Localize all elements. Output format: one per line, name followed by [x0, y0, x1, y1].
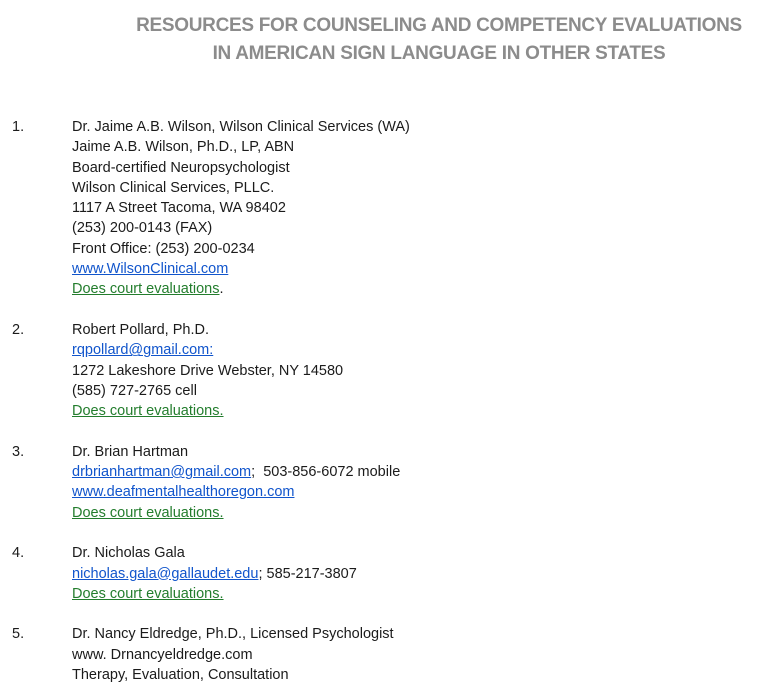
email-link[interactable]: drbrianhartman@gmail.com: [72, 464, 252, 481]
court-evaluations-link[interactable]: Does court evaluations: [72, 281, 220, 298]
list-item: [0, 624, 757, 685]
item-number: 4.: [12, 545, 25, 562]
text-segment: 1117 A Street Tacoma, WA 98402: [72, 200, 286, 217]
text-segment: Dr. Jaime A.B. Wilson, Wilson Clinical Services (WA): [72, 119, 410, 135]
item-line: [72, 462, 737, 482]
text-segment: (585) 727-2765 cell: [72, 382, 197, 399]
title-line-2: IN AMERICAN SIGN LANGUAGE IN OTHER STATES: [212, 43, 666, 64]
item-line: [72, 361, 737, 381]
item-line: [72, 564, 737, 584]
text-segment: Jaime A.B. Wilson, Ph.D., LP, ABN: [72, 139, 295, 156]
item-line: [72, 218, 737, 238]
resource-list: [0, 117, 757, 685]
text-segment: Robert Pollard, Ph.D.: [72, 321, 210, 338]
item-content: [72, 624, 737, 685]
item-line: [72, 381, 737, 401]
document-page: [0, 12, 757, 685]
item-line: [72, 442, 737, 462]
item-line: [72, 340, 737, 360]
email-link[interactable]: nicholas.gala@gallaudet.edu: [72, 565, 259, 582]
item-line: [72, 239, 737, 259]
list-item: [0, 320, 757, 421]
document-title: [121, 12, 757, 68]
item-content: [72, 117, 737, 300]
list-item: [0, 117, 757, 300]
court-evaluations-link[interactable]: Does court evaluations.: [72, 585, 224, 602]
item-line: [72, 178, 737, 198]
item-number: 5.: [12, 626, 25, 643]
item-line: [72, 401, 737, 421]
item-content: [72, 442, 737, 523]
website-link[interactable]: www.WilsonClinical.com: [72, 261, 229, 278]
court-evaluations-link[interactable]: Does court evaluations.: [72, 403, 224, 420]
title-line-1: RESOURCES FOR COUNSELING AND COMPETENCY EVALUATIONS: [136, 15, 742, 36]
item-line: [72, 320, 737, 340]
item-number: 1.: [12, 119, 25, 135]
item-number: 2.: [12, 321, 25, 338]
text-segment: Dr. Nancy Eldredge, Ph.D., Licensed Psychologist: [72, 626, 394, 643]
item-line: [72, 198, 737, 218]
item-line: [72, 259, 737, 279]
item-line: [72, 158, 737, 178]
item-content: [72, 320, 737, 421]
item-line: [72, 543, 737, 563]
item-number: 3.: [12, 443, 25, 460]
item-line: [72, 665, 737, 685]
text-segment: 1272 Lakeshore Drive Webster, NY 14580: [72, 362, 344, 379]
text-segment: (253) 200-0143 (FAX): [72, 220, 213, 237]
item-line: [72, 503, 737, 523]
text-segment: .: [219, 281, 224, 298]
court-evaluations-link[interactable]: Does court evaluations.: [72, 504, 224, 521]
item-line: [72, 137, 737, 157]
item-content: [72, 543, 737, 604]
item-line: [72, 584, 737, 604]
text-segment: ; 503-856-6072 mobile: [251, 464, 401, 481]
text-segment: www. Drnancyeldredge.com: [72, 646, 253, 663]
item-line: [72, 482, 737, 502]
text-segment: Wilson Clinical Services, PLLC.: [72, 179, 275, 196]
text-segment: Therapy, Evaluation, Consultation: [72, 667, 289, 684]
text-segment: Dr. Nicholas Gala: [72, 545, 185, 562]
list-item: [0, 543, 757, 604]
website-link[interactable]: www.deafmentalhealthoregon.com: [72, 484, 295, 501]
text-segment: Dr. Brian Hartman: [72, 443, 189, 460]
item-line: [72, 279, 737, 299]
item-line: [72, 624, 737, 644]
text-segment: ; 585-217-3807: [258, 565, 357, 582]
text-segment: Front Office: (253) 200-0234: [72, 240, 255, 257]
email-link[interactable]: rqpollard@gmail.com:: [72, 342, 214, 359]
list-item: [0, 442, 757, 523]
item-line: [72, 645, 737, 665]
text-segment: Board-certified Neuropsychologist: [72, 159, 290, 176]
item-line: [72, 117, 737, 137]
